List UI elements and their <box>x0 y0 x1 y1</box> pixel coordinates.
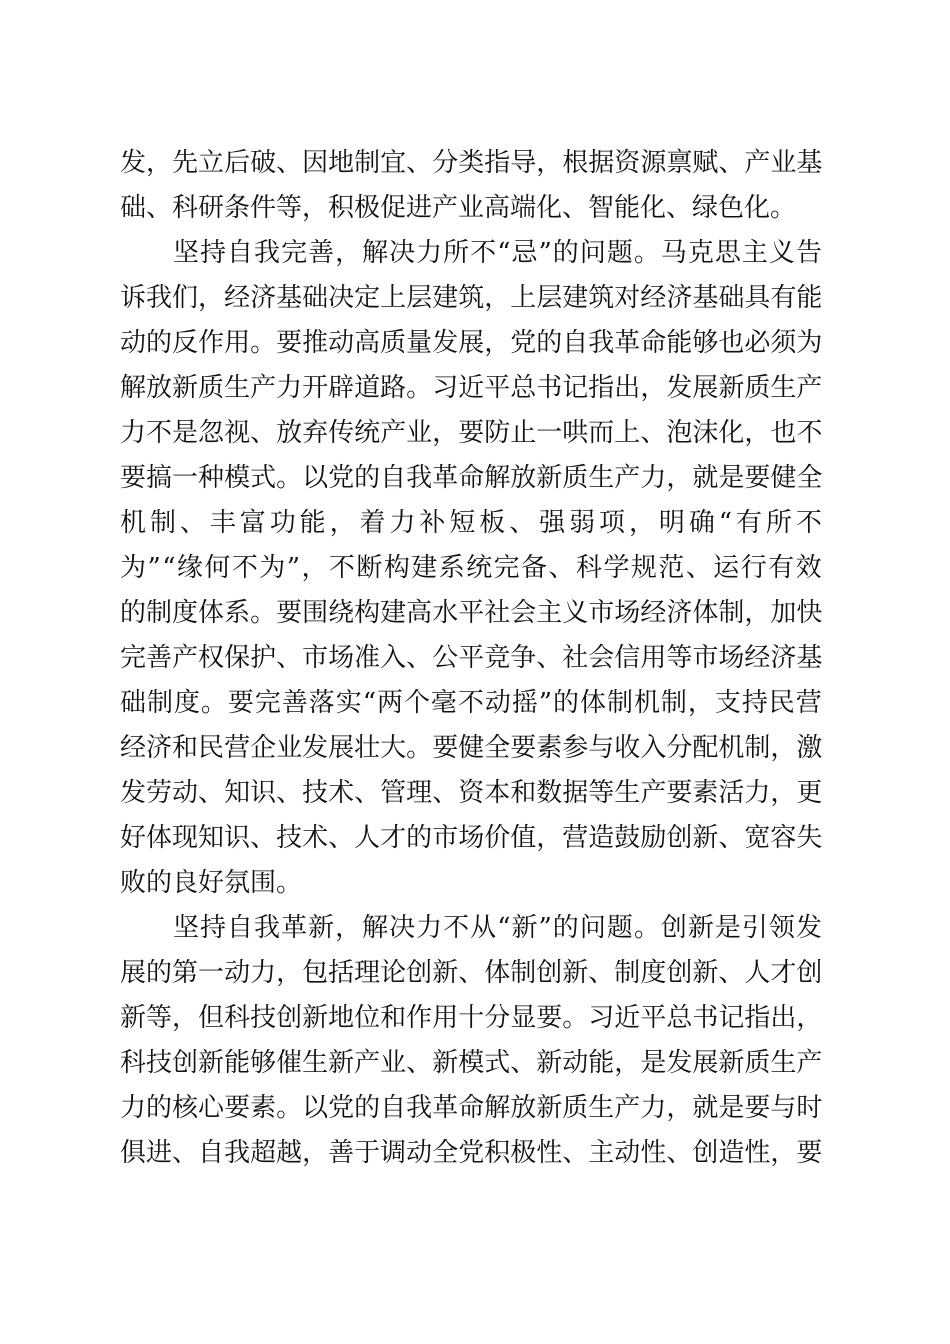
text-line: 展 的 第 一 动 力 ， 包 括 理 论 创 新 、 体 制 创 新 、 制 度 创 新 、 人 才 创 <box>120 958 823 988</box>
text-line: 新 等 ， 但 科 技 创 新 地 位 和 作 用 十 分 显 要 。 习 近 平 总 书 记 指 出 ， <box>120 1003 823 1033</box>
text-line: 解 放 新 质 生 产 力 开 辟 道 路 。 习 近 平 总 书 记 指 出 ， 发 展 新 质 生 产 <box>120 373 823 403</box>
text-line: 发 ， 先 立 后 破 、 因 地 制 宜 、 分 类 指 导 ， 根 据 资 源 禀 赋 、 产 业 基 <box>120 148 823 178</box>
text-line: 础、科研条件等，积极促进产业高端化、智能化、绿色化。 <box>120 193 797 223</box>
text-line: 好 体 现 知 识 、 技 术 、 人 才 的 市 场 价 值 ， 营 造 鼓 励 创 新 、 宽 容 失 <box>120 823 823 853</box>
text-line: 发 劳 动 、 知 识 、 技 术 、 管 理 、 资 本 和 数 据 等 生 产 要 素 活 力 ， 更 <box>120 778 823 808</box>
text-line: 坚 持 自 我 完 善 ， 解 决 力 所 不 “ 忌 ” 的 问 题 。 马 克 思 主 义 告 <box>173 238 822 268</box>
text-line: 科 技 创 新 能 够 催 生 新 产 业 、 新 模 式 、 新 动 能 ， 是 发 展 新 质 生 产 <box>120 1048 823 1078</box>
text-line: 力 不 是 忽 视 、 放 弃 传 统 产 业 ， 要 防 止 一 哄 而 上 、 泡 沫 化 ， 也 不 <box>120 418 823 448</box>
text-line: 坚 持 自 我 革 新 ， 解 决 力 不 从 “ 新 ” 的 问 题 。 创 新 是 引 领 发 <box>173 913 822 943</box>
text-line: 诉 我 们 ， 经 济 基 础 决 定 上 层 建 筑 ， 上 层 建 筑 对 经 济 基 础 具 有 能 <box>120 283 823 313</box>
text-line: 俱 进 、 自 我 超 越 ， 善 于 调 动 全 党 积 极 性 、 主 动 性 、 创 造 性 ， 要 <box>120 1138 823 1168</box>
text-line: 机 制 、 丰 富 功 能 ， 着 力 补 短 板 、 强 弱 项 ， 明 确 “ 有 所 不 <box>120 508 822 538</box>
text-line: 经 济 和 民 营 企 业 发 展 壮 大 。 要 健 全 要 素 参 与 收 入 分 配 机 制 ， 激 <box>120 733 823 763</box>
text-line: 动 的 反 作 用 。 要 推 动 高 质 量 发 展 ， 党 的 自 我 革 命 能 够 也 必 须 为 <box>120 328 823 358</box>
text-line: 完 善 产 权 保 护 、 市 场 准 入 、 公 平 竞 争 、 社 会 信 用 等 市 场 经 济 基 <box>120 643 823 673</box>
text-line: 败的良好氛围。 <box>120 868 303 898</box>
text-line: 为 ” “ 缘 何 不 为 ” ， 不 断 构 建 系 统 完 备 、 科 学 规 范 、 运 行 有 效 <box>120 553 822 583</box>
text-line: 的 制 度 体 系 。 要 围 绕 构 建 高 水 平 社 会 主 义 市 场 经 济 体 制 ， 加 快 <box>120 598 823 628</box>
text-line: 力 的 核 心 要 素 。 以 党 的 自 我 革 命 解 放 新 质 生 产 力 ， 就 是 要 与 时 <box>120 1093 823 1123</box>
text-line: 础 制 度 。 要 完 善 落 实 “ 两 个 毫 不 动 摇 ” 的 体 制 机 制 ， 支 持 民 营 <box>120 688 822 718</box>
text-line: 要 搞 一 种 模 式 。 以 党 的 自 我 革 命 解 放 新 质 生 产 力 ， 就 是 要 健 全 <box>120 463 823 493</box>
